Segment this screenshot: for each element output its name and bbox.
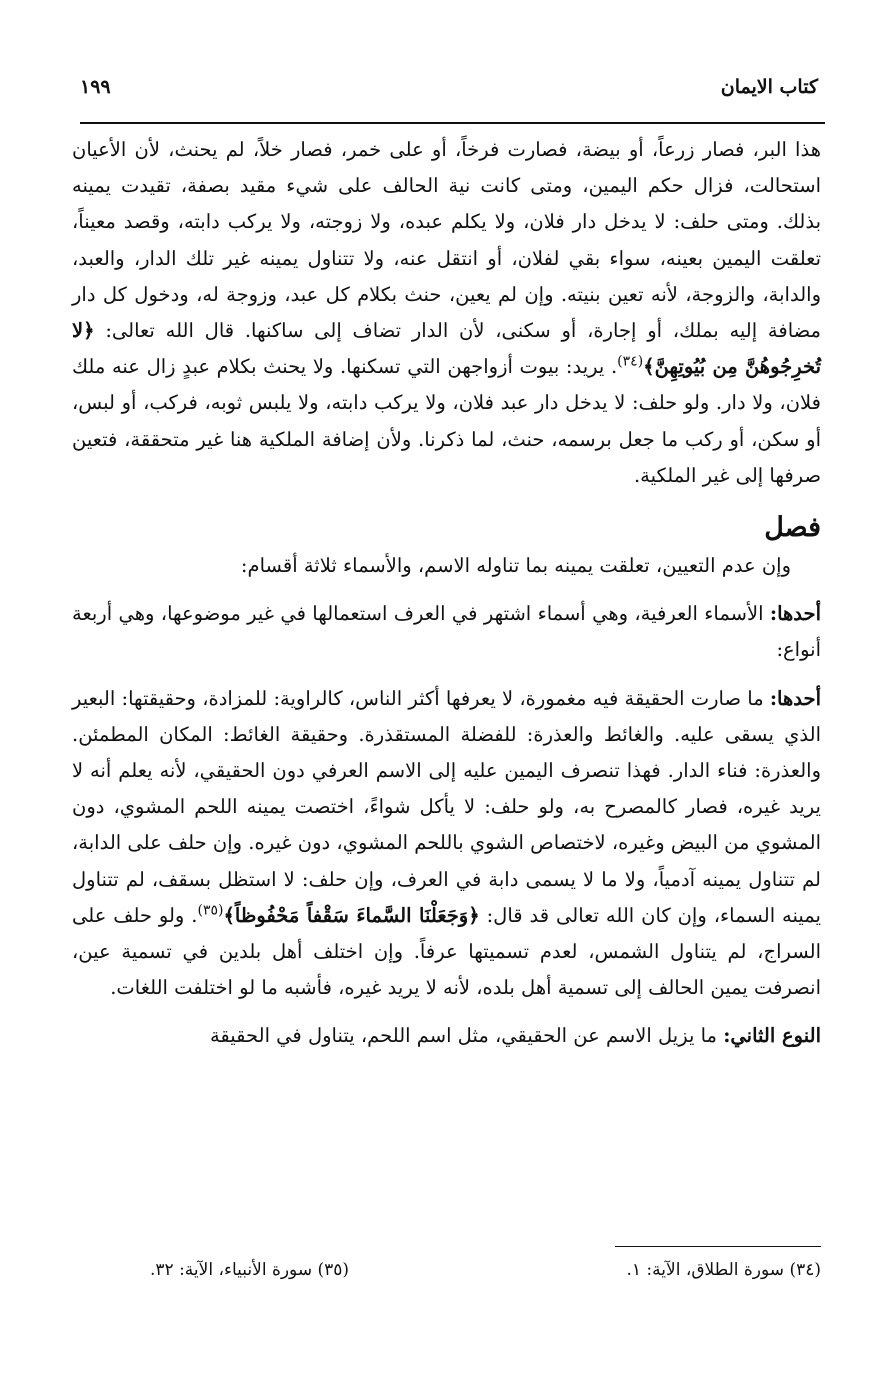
- running-head: [80, 72, 818, 102]
- type-1-rest: . ولو حلف على السراج، لم يتناول الشمس، لعدم تسميتها عرفاً. وإن اختلف أهل بلدين في تسمية عين، انصرفت يمين الحالف إلى تسمية أهل بلده، لأنه لا يريد غيره، فأشبه ما لو اختلفت اللغات.: [72, 903, 821, 1000]
- type-1-text: ما صارت الحقيقة فيه مغمورة، لا يعرفها أكثر الناس، كالراوية: للمزادة، وحقيقتها: البعير الذي يسقى عليه. والغائط والعذرة: للفضلة المستقذرة. وحقيقة الغائط: المكان المطمئن. والعذرة: فناء الدار. فهذا تنصرف اليمين عليه إلى الاسم العرفي دون الحقيقي، لأنه يعلم أنه لا يريد غيره، فصار كالمصرح به، ولو حلف: لا يأكل شواءً، اختصت يمينه اللحم المشوي، دون المشوي من البيض وغيره، لاختصاص الشوي باللحم المشوي، دون غيره. وإن حلف على الدابة، لم تتناول يمينه آدمياً، ولا ما لا يسمى دابة في العرف، وإن حلف: لا استظل بسقف، لم تتناول يمينه السماء، وإن كان الله تعالى قد قال:: [72, 686, 821, 927]
- type-2-lead: النوع الثاني:: [723, 1024, 821, 1048]
- footnote-35: (٣٥) سورة الأنبياء، الآية: ٣٢.: [150, 1260, 350, 1280]
- part-1-lead: أحدها:: [769, 602, 822, 626]
- page-number: ١٩٩: [80, 76, 111, 98]
- book-title: كتاب الايمان: [720, 76, 818, 98]
- header-rule: [80, 122, 825, 124]
- section-heading: فصل: [764, 512, 821, 544]
- type-1-paragraph: [72, 681, 821, 1007]
- main-text: [72, 132, 821, 1055]
- quran-verse-35: ﴿وَجَعَلْنَا السَّماءَ سَقْفاً مَحْفُوظاً﴾: [223, 903, 480, 927]
- footnote-rule: [615, 1246, 821, 1247]
- footnote-34: (٣٤) سورة الطلاق، الآية: ١.: [626, 1260, 821, 1280]
- section-intro: وإن عدم التعيين، تعلقت يمينه بما تناوله الاسم، والأسماء ثلاثة أقسام:: [240, 554, 791, 578]
- paragraph-1-rest: . يريد: بيوت أزواجهن التي تسكنها. ولا يحنث بكلام عبدٍ زال عنه ملك فلان، ولا دار. ولو حلف: لا يدخل دار عبد فلان، ولا يركب دابته، ولا يلبس ثوبه، فركب، أو لبس، أو سكن، أو ركب ما جعل برسمه، حنث، لما ذكرنا. ولأن إضافة الملكية هنا غير متحققة، فتعين صرفها إلى غير الملكية.: [72, 355, 821, 487]
- footnotes: [150, 1260, 821, 1280]
- quran-verse-34: ﴿لا تُخرِجُوهُنَّ مِن بُيُوتِهِنَّ﴾: [72, 319, 821, 379]
- type-1-lead: أحدها:: [769, 686, 821, 710]
- part-1-text: الأسماء العرفية، وهي أسماء اشتهر في العرف استعمالها في غير موضوعها، وهي أربعة أنواع:: [72, 602, 821, 662]
- footnote-ref-34: (٣٤): [617, 353, 644, 370]
- footnote-ref-35: (٣٥): [197, 902, 224, 919]
- type-2-text: ما يزيل الاسم عن الحقيقي، مثل اسم اللحم، يتناول في الحقيقة: [209, 1024, 717, 1048]
- paragraph-1: [72, 132, 821, 494]
- type-2-paragraph: [72, 1018, 821, 1054]
- part-1-paragraph: [72, 596, 821, 668]
- paragraph-1-text: هذا البر، فصار زرعاً، أو بيضة، فصارت فرخاً، أو على خمر، فصار خلاً، لم يحنث، لأن الأعيان استحالت، فزال حكم اليمين، ومتى كانت نية الحالف على شيء مقيد بصفة، تقيدت يمينه بذلك. ومتى حلف: لا يدخل دار فلان، ولا يكلم عبده، ولا زوجته، ولا يركب دابته، وقصد معيناً، تعلقت اليمين بعينه، سواء بقي لفلان، أو انتقل عنه، ولا تتناول يمينه غير تلك الدار، والعبد، والدابة، والزوجة، لأنه تعين بنيته. وإن لم يعين، حنث بكلام كل عبد، وزوجة له، ودخول كل دار مضافة إليه بملك، أو إجارة، أو سكنى، لأن الدار تضاف إلى ساكنها. قال الله تعالى:: [72, 138, 821, 343]
